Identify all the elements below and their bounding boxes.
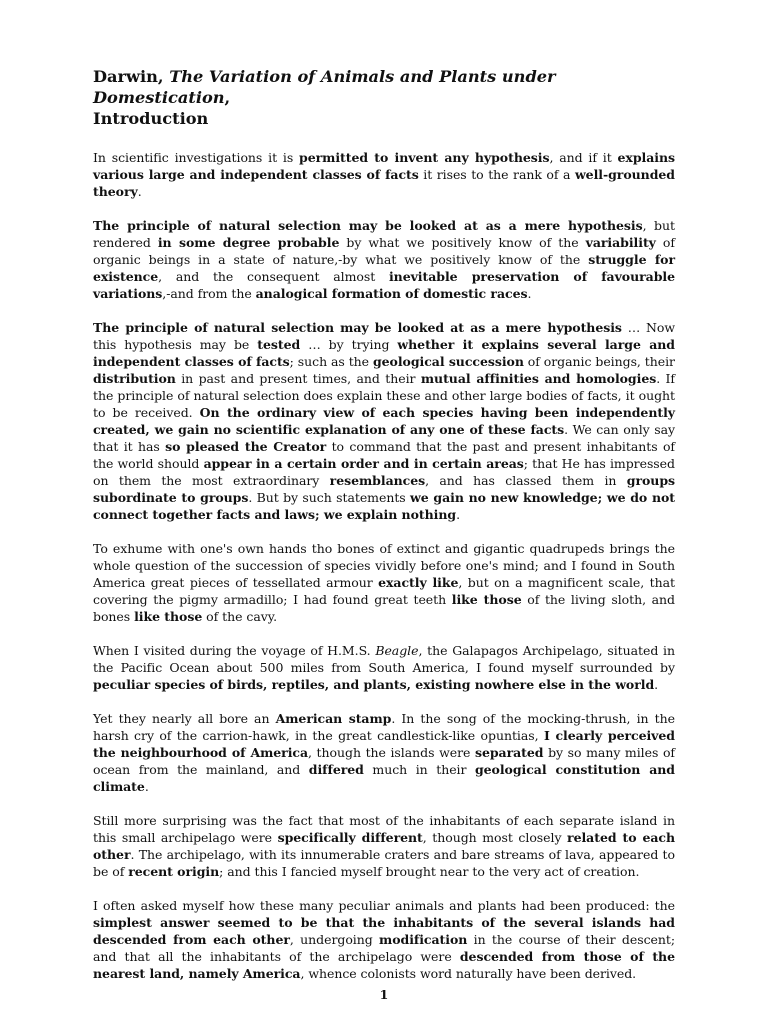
bold-text: On the ordinary view of each species having been independently created, we gain no scientific explanation of any one of these facts bbox=[93, 405, 675, 437]
title-author: Darwin, bbox=[93, 67, 164, 86]
paragraph bbox=[93, 642, 675, 693]
text-run: , though the islands were bbox=[308, 745, 475, 760]
text-run: to command that the past and present inhabitants of the world should bbox=[93, 439, 676, 471]
bold-text: I clearly perceived the neighbourhood of America bbox=[93, 728, 675, 760]
bold-text: variability bbox=[585, 235, 656, 250]
text-run: Yet they nearly all bore an bbox=[93, 711, 276, 726]
bold-text: permitted to invent any hypothesis bbox=[299, 150, 550, 165]
text-run: . The archipelago, with its innumerable craters and bare streams of lava, appeared to be of bbox=[93, 847, 675, 879]
bold-text: geological constitution and climate bbox=[93, 762, 675, 794]
text-run: I often asked myself how these many peculiar animals and plants had been produced: the bbox=[93, 898, 675, 913]
text-run: , and if it bbox=[549, 150, 618, 165]
paragraph bbox=[93, 540, 675, 625]
bold-text: specifically different bbox=[277, 830, 423, 845]
page-number: 1 bbox=[379, 987, 389, 1002]
bold-text: simplest answer seemed to be that the inhabitants of the several islands had descended from each other bbox=[93, 915, 675, 947]
bold-text: tested bbox=[257, 337, 301, 352]
text-run: . But by such statements bbox=[248, 490, 411, 505]
paragraph bbox=[93, 149, 675, 200]
text-run: . bbox=[456, 507, 461, 522]
bold-text: recent origin bbox=[128, 864, 220, 879]
bold-text: descended from those of the nearest land, namely America bbox=[93, 949, 676, 981]
bold-text: exactly like bbox=[378, 575, 459, 590]
bold-text: explains various large and independent classes of facts bbox=[93, 150, 675, 182]
bold-text: groups subordinate to groups bbox=[93, 473, 675, 505]
bold-text: differed bbox=[308, 762, 364, 777]
text-run: . bbox=[527, 286, 532, 301]
text-run: , but rendered bbox=[93, 218, 675, 250]
bold-text: American stamp bbox=[275, 711, 392, 726]
text-run: of organic beings in a state of nature,-by what we positively know of the bbox=[93, 235, 675, 267]
text-run: . If the principle of natural selection does explain these and other large bodies of facts, it ought to be received. bbox=[93, 371, 676, 420]
text-run: … Now this hypothesis may be bbox=[93, 320, 675, 352]
text-run: To exhume with one's own hands tho bones of extinct and gigantic quadrupeds brings the whole question of the succession of species vividly before one's mind; and I found in South America great pieces of tessellated armour bbox=[93, 541, 675, 590]
text-run: much in their bbox=[363, 762, 475, 777]
bold-text: in some degree probable bbox=[157, 235, 340, 250]
bold-text: analogical formation of domestic races bbox=[255, 286, 528, 301]
text-run: it rises to the rank of a bbox=[418, 167, 575, 182]
title-suffix: , bbox=[224, 88, 231, 107]
text-run: in the course of their descent; and that all the inhabitants of the archipelago were bbox=[93, 932, 676, 964]
text-run: of the living sloth, and bones bbox=[93, 592, 676, 624]
text-run: … by trying bbox=[300, 337, 398, 352]
text-run: in past and present times, and their bbox=[175, 371, 421, 386]
text-run: . In the song of the mocking-thrush, in the harsh cry of the carrion-hawk, in the great candlestick-like opuntias, bbox=[93, 711, 675, 743]
document-title bbox=[93, 66, 675, 129]
italic-text: Beagle bbox=[375, 643, 419, 658]
bold-text: so pleased the Creator bbox=[165, 439, 327, 454]
text-run: . bbox=[137, 184, 142, 199]
paragraph bbox=[93, 319, 675, 523]
bold-text: like those bbox=[134, 609, 203, 624]
text-run: ,-and from the bbox=[162, 286, 256, 301]
title-book: The Variation of Animals and Plants under Domestication bbox=[93, 67, 556, 107]
text-run: , and has classed them in bbox=[425, 473, 627, 488]
bold-text: The principle of natural selection may be looked at as a mere hypothesis bbox=[93, 320, 622, 335]
bold-text: like those bbox=[451, 592, 522, 607]
text-run: by so many miles of ocean from the mainland, and bbox=[93, 745, 676, 777]
bold-text: resemblances bbox=[329, 473, 426, 488]
text-run: . bbox=[144, 779, 149, 794]
body-text bbox=[93, 149, 675, 982]
text-run: , though most closely bbox=[422, 830, 568, 845]
bold-text: inevitable preservation of favourable variations bbox=[93, 269, 675, 301]
text-run: of the cavy. bbox=[202, 609, 278, 624]
text-run: of organic beings, their bbox=[523, 354, 675, 369]
bold-text: we gain no new knowledge; we do not connect together facts and laws; we explain nothing bbox=[93, 490, 675, 522]
bold-text: related to each other bbox=[93, 830, 676, 862]
bold-text: appear in a certain order and in certain areas bbox=[203, 456, 524, 471]
paragraph bbox=[93, 897, 675, 982]
bold-text: mutual affinities and homologies bbox=[420, 371, 657, 386]
bold-text: distribution bbox=[93, 371, 176, 386]
bold-text: separated bbox=[474, 745, 544, 760]
text-run: . bbox=[654, 677, 659, 692]
text-run: by what we positively know of the bbox=[339, 235, 586, 250]
text-run: When I visited during the voyage of H.M.S. bbox=[93, 643, 376, 658]
bold-text: peculiar species of birds, reptiles, and plants, existing nowhere else in the world bbox=[93, 677, 655, 692]
bold-text: The principle of natural selection may be looked at as a mere hypothesis bbox=[93, 218, 643, 233]
text-run: , but on a magnificent scale, that covering the pigmy armadillo; I had found great teeth bbox=[93, 575, 675, 607]
text-run: ; such as the bbox=[289, 354, 373, 369]
bold-text: well-grounded theory bbox=[93, 167, 675, 199]
title-section: Introduction bbox=[93, 109, 209, 128]
paragraph bbox=[93, 812, 675, 880]
text-run: , whence colonists word naturally have been derived. bbox=[300, 966, 637, 981]
paragraph bbox=[93, 710, 675, 795]
text-run: Still more surprising was the fact that most of the inhabitants of each separate island in this small archipelago were bbox=[93, 813, 675, 845]
text-run: ; that He has impressed on them the most extraordinary bbox=[93, 456, 675, 488]
bold-text: struggle for existence bbox=[93, 252, 675, 284]
text-run: In scientific investigations it is bbox=[93, 150, 300, 165]
text-run: , undergoing bbox=[289, 932, 380, 947]
bold-text: modification bbox=[379, 932, 468, 947]
text-run: . We can only say that it has bbox=[93, 422, 675, 454]
bold-text: whether it explains several large and independent classes of facts bbox=[93, 337, 676, 369]
text-run: ; and this I fancied myself brought near to the very act of creation. bbox=[219, 864, 640, 879]
bold-text: geological succession bbox=[372, 354, 524, 369]
text-run: , and the consequent almost bbox=[158, 269, 389, 284]
text-run: , the Galapagos Archipelago, situated in the Pacific Ocean about 500 miles from South America, I found myself surrounded by bbox=[93, 643, 675, 675]
paragraph bbox=[93, 217, 675, 302]
